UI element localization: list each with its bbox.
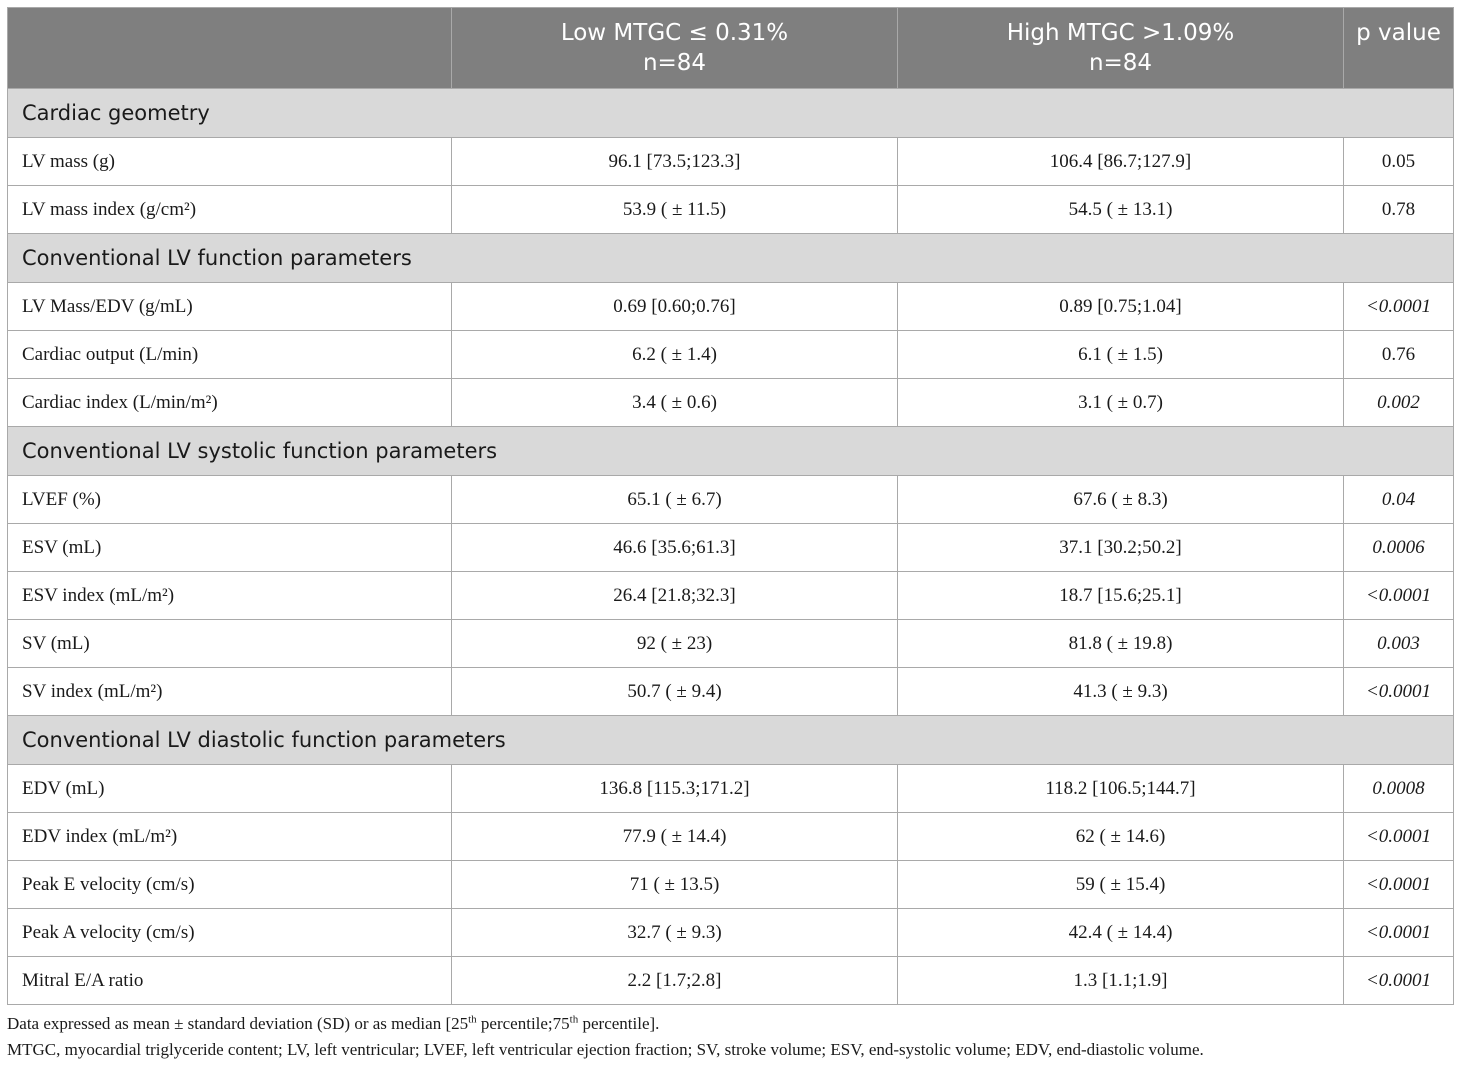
results-table [7, 7, 1454, 1005]
low-mtgc-value: 26.4 [21.8;32.3] [452, 572, 898, 620]
header-p-value: p value [1344, 8, 1454, 89]
p-value: <0.0001 [1344, 572, 1454, 620]
row-label: ESV (mL) [8, 524, 452, 572]
low-mtgc-value: 0.69 [0.60;0.76] [452, 283, 898, 331]
low-mtgc-value: 96.1 [73.5;123.3] [452, 138, 898, 186]
low-mtgc-value: 2.2 [1.7;2.8] [452, 957, 898, 1005]
table-row [8, 813, 1454, 861]
high-mtgc-value: 81.8 ( ± 19.8) [898, 620, 1344, 668]
section-row [8, 234, 1454, 283]
low-mtgc-value: 65.1 ( ± 6.7) [452, 476, 898, 524]
table-row [8, 186, 1454, 234]
low-mtgc-value: 50.7 ( ± 9.4) [452, 668, 898, 716]
row-label: Peak A velocity (cm/s) [8, 909, 452, 957]
high-mtgc-value: 41.3 ( ± 9.3) [898, 668, 1344, 716]
table-row [8, 379, 1454, 427]
high-mtgc-value: 37.1 [30.2;50.2] [898, 524, 1344, 572]
footnote-1-part-a: Data expressed as mean ± standard deviation (SD) or as median [25 [7, 1014, 469, 1033]
row-label: ESV index (mL/m²) [8, 572, 452, 620]
row-label: Peak E velocity (cm/s) [8, 861, 452, 909]
footnote-line-1 [7, 1011, 1453, 1037]
section-title: Conventional LV systolic function parameters [8, 427, 1454, 476]
header-high-mtgc-title: High MTGC >1.09% [1006, 20, 1235, 46]
section-row [8, 427, 1454, 476]
table-row [8, 861, 1454, 909]
section-title: Conventional LV function parameters [8, 234, 1454, 283]
row-label: EDV index (mL/m²) [8, 813, 452, 861]
low-mtgc-value: 77.9 ( ± 14.4) [452, 813, 898, 861]
high-mtgc-value: 118.2 [106.5;144.7] [898, 765, 1344, 813]
footnote-1-sup-1: th [468, 1013, 477, 1026]
low-mtgc-value: 46.6 [35.6;61.3] [452, 524, 898, 572]
header-high-mtgc [898, 8, 1344, 89]
high-mtgc-value: 42.4 ( ± 14.4) [898, 909, 1344, 957]
row-label: LV mass (g) [8, 138, 452, 186]
p-value: 0.003 [1344, 620, 1454, 668]
footnote-line-2: MTGC, myocardial triglyceride content; LV, left ventricular; LVEF, left ventricular ejection fraction; SV, stroke volume; ESV, end-systolic volume; EDV, end-diastolic volume. [7, 1040, 1204, 1059]
p-value: 0.05 [1344, 138, 1454, 186]
high-mtgc-value: 106.4 [86.7;127.9] [898, 138, 1344, 186]
table-footnote [7, 1011, 1453, 1063]
high-mtgc-value: 62 ( ± 14.6) [898, 813, 1344, 861]
low-mtgc-value: 53.9 ( ± 11.5) [452, 186, 898, 234]
high-mtgc-value: 54.5 ( ± 13.1) [898, 186, 1344, 234]
row-label: EDV (mL) [8, 765, 452, 813]
table-row [8, 572, 1454, 620]
table-row [8, 668, 1454, 716]
low-mtgc-value: 32.7 ( ± 9.3) [452, 909, 898, 957]
row-label: SV index (mL/m²) [8, 668, 452, 716]
table-row [8, 957, 1454, 1005]
row-label: Cardiac index (L/min/m²) [8, 379, 452, 427]
section-row [8, 716, 1454, 765]
table-row [8, 909, 1454, 957]
header-row [8, 8, 1454, 89]
row-label: LVEF (%) [8, 476, 452, 524]
high-mtgc-value: 1.3 [1.1;1.9] [898, 957, 1344, 1005]
p-value: 0.78 [1344, 186, 1454, 234]
low-mtgc-value: 71 ( ± 13.5) [452, 861, 898, 909]
p-value: 0.0006 [1344, 524, 1454, 572]
high-mtgc-value: 6.1 ( ± 1.5) [898, 331, 1344, 379]
table-row [8, 620, 1454, 668]
table-row [8, 765, 1454, 813]
high-mtgc-value: 3.1 ( ± 0.7) [898, 379, 1344, 427]
table-row [8, 476, 1454, 524]
table-body [8, 89, 1454, 1005]
section-title: Cardiac geometry [8, 89, 1454, 138]
row-label: Cardiac output (L/min) [8, 331, 452, 379]
low-mtgc-value: 136.8 [115.3;171.2] [452, 765, 898, 813]
header-low-mtgc-n: n=84 [642, 50, 707, 76]
p-value: 0.04 [1344, 476, 1454, 524]
header-low-mtgc [452, 8, 898, 89]
p-value: 0.002 [1344, 379, 1454, 427]
p-value: <0.0001 [1344, 861, 1454, 909]
footnote-1-part-b: percentile;75 [476, 1014, 570, 1033]
header-parameter [8, 8, 452, 89]
row-label: SV (mL) [8, 620, 452, 668]
table-row [8, 138, 1454, 186]
row-label: LV Mass/EDV (g/mL) [8, 283, 452, 331]
table-row [8, 524, 1454, 572]
table-header [8, 8, 1454, 89]
footnote-1-part-c: percentile]. [578, 1014, 660, 1033]
section-row [8, 89, 1454, 138]
header-high-mtgc-n: n=84 [1088, 50, 1153, 76]
p-value: <0.0001 [1344, 957, 1454, 1005]
p-value: <0.0001 [1344, 813, 1454, 861]
p-value: 0.0008 [1344, 765, 1454, 813]
low-mtgc-value: 6.2 ( ± 1.4) [452, 331, 898, 379]
p-value: <0.0001 [1344, 668, 1454, 716]
footnote-1-sup-2: th [569, 1013, 579, 1026]
low-mtgc-value: 92 ( ± 23) [452, 620, 898, 668]
high-mtgc-value: 0.89 [0.75;1.04] [898, 283, 1344, 331]
section-title: Conventional LV diastolic function parameters [8, 716, 1454, 765]
high-mtgc-value: 18.7 [15.6;25.1] [898, 572, 1344, 620]
row-label: LV mass index (g/cm²) [8, 186, 452, 234]
high-mtgc-value: 67.6 ( ± 8.3) [898, 476, 1344, 524]
header-low-mtgc-title: Low MTGC ≤ 0.31% [560, 20, 789, 46]
high-mtgc-value: 59 ( ± 15.4) [898, 861, 1344, 909]
p-value: <0.0001 [1344, 909, 1454, 957]
table-row [8, 283, 1454, 331]
p-value: 0.76 [1344, 331, 1454, 379]
table-row [8, 331, 1454, 379]
results-table-container [7, 7, 1453, 1063]
low-mtgc-value: 3.4 ( ± 0.6) [452, 379, 898, 427]
p-value: <0.0001 [1344, 283, 1454, 331]
row-label: Mitral E/A ratio [8, 957, 452, 1005]
